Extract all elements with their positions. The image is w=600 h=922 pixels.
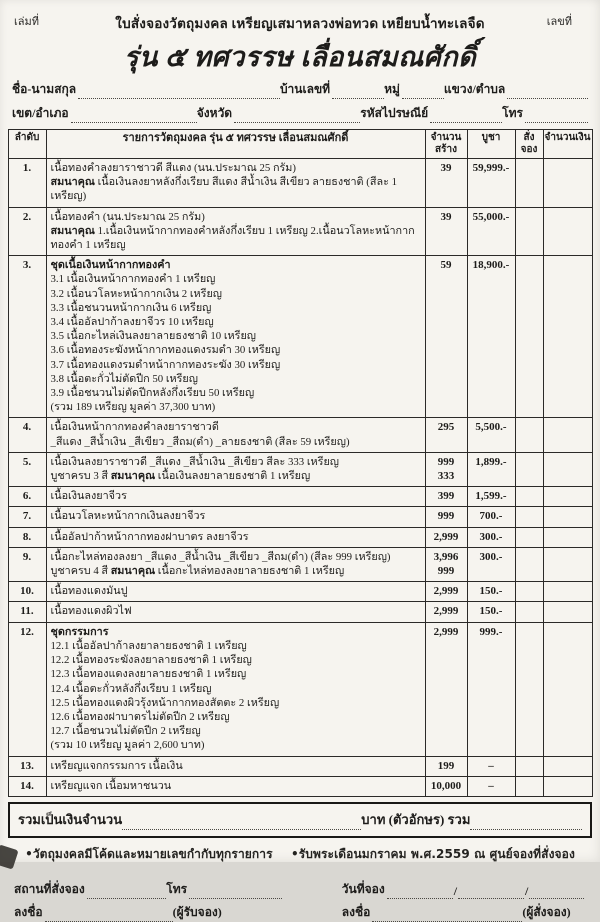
col-header-amount: จำนวนเงิน — [543, 130, 592, 159]
table-row — [8, 527, 592, 547]
item-line: สมนาคุณ เนื้อเงินลงยาหลังกึ่งเรียบ สีแดง สีน้ำเงิน สีเขียว ลายธงชาติ (สีละ 1 เหรียญ) — [50, 176, 397, 203]
district-label: เขต/อำเภอ — [12, 106, 69, 120]
item-line: (รวม 189 เหรียญ มูลค่า 37,300 บาท) — [50, 401, 216, 414]
sign-left-blank — [45, 909, 173, 922]
item-description — [46, 487, 425, 507]
order-quantity-blank — [515, 602, 543, 622]
item-line: 3.8 เนื้อตะกั่วไม่ตัดปีก 50 เหรียญ — [50, 372, 198, 385]
item-line: (รวม 10 เหรียญ มูลค่า 2,600 บาท) — [50, 739, 205, 752]
price: – — [467, 776, 515, 796]
quantity-made: 999 333 — [425, 452, 467, 486]
note-code: •วัตถุมงคลมีโค้ดและหมายเลขกำกับทุกรายการ — [25, 846, 273, 861]
notes-line — [0, 845, 600, 864]
table-row — [8, 487, 592, 507]
table-header-row — [8, 130, 592, 159]
row-number: 8. — [8, 527, 46, 547]
price: 300.- — [467, 527, 515, 547]
row-number: 14. — [8, 776, 46, 796]
table-row — [8, 547, 592, 581]
item-line: เนื้ออัลปาก้าหน้ากากทองฝาบาตร ลงยาจีวร — [50, 530, 249, 543]
table-row — [8, 602, 592, 622]
item-description — [46, 507, 425, 527]
amount-blank — [543, 256, 592, 418]
amount-blank — [543, 527, 592, 547]
page-title: รุ่น ๕ ทศวรรษ เลื่อนสมณศักดิ์ — [123, 42, 477, 72]
item-line: 3.7 เนื้อทองแดงรมดำหน้ากากทองระฆัง 30 เหรียญ — [50, 358, 281, 371]
item-description — [46, 527, 425, 547]
total-words-blank — [470, 817, 582, 830]
place-line — [14, 876, 282, 899]
moo-blank — [402, 86, 444, 99]
phone-blank — [525, 110, 588, 123]
doc-no-label: เลขที่ — [546, 16, 572, 28]
row-number: 12. — [8, 622, 46, 756]
col-header-no: ลำดับ — [8, 130, 46, 159]
item-line: 3.1 เนื้อเงินหน้ากากทองคำ 1 เหรียญ — [50, 273, 216, 286]
sign-right-label: ลงชื่อ — [341, 904, 371, 919]
price: 5,500.- — [467, 418, 515, 452]
item-line: 12.3 เนื้อทองแดงลงยาลายธงชาติ 1 เหรียญ — [50, 668, 247, 681]
item-description — [46, 756, 425, 776]
quantity-made: 2,999 — [425, 622, 467, 756]
amount-blank — [543, 159, 592, 208]
total-summary-box — [8, 802, 592, 838]
table-row — [8, 452, 592, 486]
item-line: บูชาครบ 4 สี สมนาคุณ เนื้อกะไหล่ทองลงยาลายธงชาติ 1 เหรียญ — [50, 565, 345, 578]
sign-right-line — [342, 899, 584, 922]
quantity-made: 3,996 999 — [425, 547, 467, 581]
date-slash-1: / — [453, 883, 458, 898]
place-label: สถานที่สั่งจอง — [14, 881, 85, 896]
total-amount-blank — [122, 817, 361, 830]
item-line: สมนาคุณ 1.เนื้อเงินหน้ากากทองคำหลังกึ่งเรียบ 1 เหรียญ 2.เนื้อนวโลหะหน้ากากทองคำ 1 เหรียญ — [50, 224, 415, 252]
order-quantity-blank — [515, 622, 543, 756]
item-line: 3.6 เนื้อทองระฆังหน้ากากทองแดงรมดำ 30 เหรียญ — [50, 344, 281, 357]
date-year-blank — [529, 886, 584, 899]
quantity-made: 2,999 — [425, 602, 467, 622]
item-line: เนื้อเงินลงยาจีวร — [50, 490, 127, 503]
quantity-made: 59 — [425, 256, 467, 418]
quantity-made: 2,999 — [425, 527, 467, 547]
item-line: ชุดเนื้อเงินหน้ากากทองคำ — [50, 259, 171, 272]
item-line: 3.3 เนื้อชนวนหน้ากากเงิน 6 เหรียญ — [50, 301, 212, 314]
price: 55,000.- — [467, 207, 515, 256]
col-header-item: รายการวัตถุมงคล รุ่น ๕ ทศวรรษ เลื่อนสมณศักดิ์ — [46, 130, 425, 159]
table-row — [8, 756, 592, 776]
document-header — [0, 0, 600, 72]
quantity-made: 295 — [425, 418, 467, 452]
order-quantity-blank — [515, 159, 543, 208]
row-number: 2. — [8, 207, 46, 256]
price: 1,899.- — [467, 452, 515, 486]
item-description — [46, 547, 425, 581]
row-number: 11. — [8, 602, 46, 622]
amount-blank — [543, 487, 592, 507]
item-description — [46, 622, 425, 756]
sign-left-role: (ผู้รับจอง) — [172, 904, 222, 919]
footer-phone-label: โทร — [166, 881, 188, 896]
sign-left-line — [14, 899, 282, 922]
item-line: ชุดกรรมการ — [50, 625, 109, 638]
house-no-label: บ้านเลขที่ — [279, 82, 331, 96]
order-quantity-blank — [515, 527, 543, 547]
item-description — [46, 776, 425, 796]
table-row — [8, 507, 592, 527]
quantity-made: 199 — [425, 756, 467, 776]
row-number: 9. — [8, 547, 46, 581]
item-line: เนื้อเงินหน้ากากทองคำลงยาราชาวดี — [50, 421, 219, 434]
price: 999.- — [467, 622, 515, 756]
table-row — [8, 207, 592, 256]
order-quantity-blank — [515, 256, 543, 418]
item-description — [46, 159, 425, 208]
order-quantity-blank — [515, 418, 543, 452]
table-row — [8, 582, 592, 602]
item-line: 3.9 เนื้อชนวนไม่ตัดปีกหลังกึ่งเรียบ 50 เหรียญ — [50, 387, 255, 400]
amount-blank — [543, 582, 592, 602]
amount-blank — [543, 547, 592, 581]
date-slash-2: / — [525, 883, 529, 898]
item-line: เนื้อนวโลหะหน้ากากเงินลงยาจีวร — [50, 510, 206, 523]
table-row — [8, 776, 592, 796]
total-label: รวมเป็นเงินจำนวน — [18, 811, 123, 827]
order-quantity-blank — [515, 487, 543, 507]
quantity-made: 39 — [425, 207, 467, 256]
phone-label: โทร — [502, 106, 523, 120]
province-blank — [234, 110, 360, 123]
row-number: 4. — [8, 418, 46, 452]
item-description — [46, 602, 425, 622]
sign-right-blank — [372, 909, 522, 922]
item-description — [46, 582, 425, 602]
amount-blank — [543, 207, 592, 256]
order-quantity-blank — [515, 756, 543, 776]
col-header-order: สั่งจอง — [515, 130, 543, 159]
footer-fields — [14, 876, 584, 922]
price: 150.- — [467, 582, 515, 602]
footer-left-column — [14, 876, 282, 922]
province-label: จังหวัด — [196, 106, 233, 120]
name-label: ชื่อ-นามสกุล — [12, 82, 77, 96]
item-line: 12.6 เนื้อทองฝาบาตรไม่ตัดปีก 2 เหรียญ — [50, 710, 230, 723]
book-no-label: เล่มที่ — [14, 16, 40, 28]
item-line: 3.4 เนื้ออัลปาก้าลงยาจีวร 10 เหรียญ — [50, 316, 214, 329]
price: 18,900.- — [467, 256, 515, 418]
applicant-line-2 — [12, 99, 588, 123]
col-header-made: จำนวนสร้าง — [425, 130, 467, 159]
sign-left-label: ลงชื่อ — [14, 904, 43, 919]
price: 59,999.- — [467, 159, 515, 208]
order-quantity-blank — [515, 507, 543, 527]
item-description — [46, 207, 425, 256]
table-row — [8, 418, 592, 452]
price: 700.- — [467, 507, 515, 527]
name-blank — [78, 86, 280, 99]
item-line: 12.7 เนื้อชนวนไม่ตัดปีก 2 เหรียญ — [50, 725, 201, 738]
table-row — [8, 159, 592, 208]
row-number: 3. — [8, 256, 46, 418]
row-number: 13. — [8, 756, 46, 776]
place-blank — [87, 886, 167, 899]
applicant-line-1 — [12, 75, 588, 99]
order-table-body — [8, 159, 592, 797]
district-blank — [71, 110, 197, 123]
item-line: 12.4 เนื้อตะกั่วหลังกึ่งเรียบ 1 เหรียญ — [50, 682, 212, 695]
price: – — [467, 756, 515, 776]
price: 1,599.- — [467, 487, 515, 507]
order-table — [8, 129, 593, 797]
postcode-blank — [430, 110, 502, 123]
item-line: เหรียญแจกกรรมการ เนื้อเงิน — [50, 759, 183, 772]
item-line: เนื้อทองแดงมันปู — [50, 585, 128, 598]
date-line — [342, 876, 584, 899]
order-quantity-blank — [515, 452, 543, 486]
order-quantity-blank — [515, 547, 543, 581]
amount-blank — [543, 776, 592, 796]
amount-blank — [543, 622, 592, 756]
moo-label: หมู่ — [384, 82, 400, 96]
item-line: _สีแดง _สีน้ำเงิน _สีเขียว _สีถม(ดำ) _ลายธงชาติ (สีละ 59 เหรียญ) — [50, 435, 350, 448]
item-line: เนื้อทองแดงผิวไฟ — [50, 605, 132, 618]
subdistrict-blank — [507, 86, 588, 99]
amount-blank — [543, 418, 592, 452]
house-no-blank — [332, 86, 384, 99]
table-row — [8, 256, 592, 418]
item-line: 12.1 เนื้ออัลปาก้าลงยาลายธงชาติ 1 เหรียญ — [50, 639, 247, 652]
order-quantity-blank — [515, 582, 543, 602]
quantity-made: 999 — [425, 507, 467, 527]
price: 300.- — [467, 547, 515, 581]
amount-blank — [543, 452, 592, 486]
row-number: 6. — [8, 487, 46, 507]
price: 150.- — [467, 602, 515, 622]
date-day-blank — [387, 886, 453, 899]
item-line: เนื้อเงินลงยาราชาวดี _สีแดง _สีน้ำเงิน _สีเขียว สีละ 333 เหรียญ — [50, 455, 339, 468]
item-line: เนื้อทองคำลงยาราชาวดี สีแดง (นน.ประมาณ 25 กรัม) — [50, 162, 296, 174]
item-line: บูชาครบ 3 สี สมนาคุณ เนื้อเงินลงยาลายธงชาติ 1 เหรียญ — [50, 470, 311, 483]
item-line: 12.5 เนื้อทองแดงผิวรุ้งหน้ากากทองสัตตะ 2 เหรียญ — [50, 696, 280, 709]
date-label: วันที่จอง — [341, 881, 385, 896]
quantity-made: 2,999 — [425, 582, 467, 602]
item-line: เหรียญแจก เนื้อมหาชนวน — [50, 779, 172, 792]
item-description — [46, 418, 425, 452]
subdistrict-label: แขวง/ตำบล — [443, 82, 506, 96]
amount-blank — [543, 507, 592, 527]
item-line: 12.2 เนื้อทองระฆังลงยาลายธงชาติ 1 เหรียญ — [50, 654, 252, 667]
item-description — [46, 256, 425, 418]
total-unit-label: บาท (ตัวอักษร) รวม — [361, 811, 471, 827]
postcode-label: รหัสไปรษณีย์ — [360, 106, 429, 120]
table-row — [8, 622, 592, 756]
amount-blank — [543, 756, 592, 776]
item-line: 3.5 เนื้อกะไหล่เงินลงยาลายธงชาติ 10 เหรียญ — [50, 330, 256, 343]
quantity-made: 10,000 — [425, 776, 467, 796]
item-line: 3.2 เนื้อนวโลหะหน้ากากเงิน 2 เหรียญ — [50, 287, 222, 300]
footer-right-column — [342, 876, 584, 922]
row-number: 1. — [8, 159, 46, 208]
order-quantity-blank — [515, 776, 543, 796]
amount-blank — [543, 602, 592, 622]
item-line: เนื้อทองคำ (นน.ประมาณ 25 กรัม) — [50, 210, 205, 223]
quantity-made: 39 — [425, 159, 467, 208]
date-month-blank — [458, 886, 524, 899]
row-number: 10. — [8, 582, 46, 602]
row-number: 5. — [8, 452, 46, 486]
row-number: 7. — [8, 507, 46, 527]
form-subtitle: ใบสั่งจองวัตถุมงคล เหรียญเสมาหลวงพ่อทวด เหยียบน้ำทะเลจืด — [115, 16, 485, 31]
item-line: เนื้อกะไหล่ทองลงยา _สีแดง _สีน้ำเงิน _สีเขียว _สีถม(ดำ) (สีละ 999 เหรียญ) — [50, 550, 391, 563]
footer-phone-blank — [189, 886, 282, 899]
note-pickup: •รับพระเดือนมกราคม พ.ศ.2559 ณ ศูนย์จองที่สั่งจอง — [290, 846, 575, 861]
col-header-price: บูชา — [467, 130, 515, 159]
order-quantity-blank — [515, 207, 543, 256]
sign-right-role: (ผู้สั่งจอง) — [522, 904, 571, 919]
quantity-made: 399 — [425, 487, 467, 507]
item-description — [46, 452, 425, 486]
